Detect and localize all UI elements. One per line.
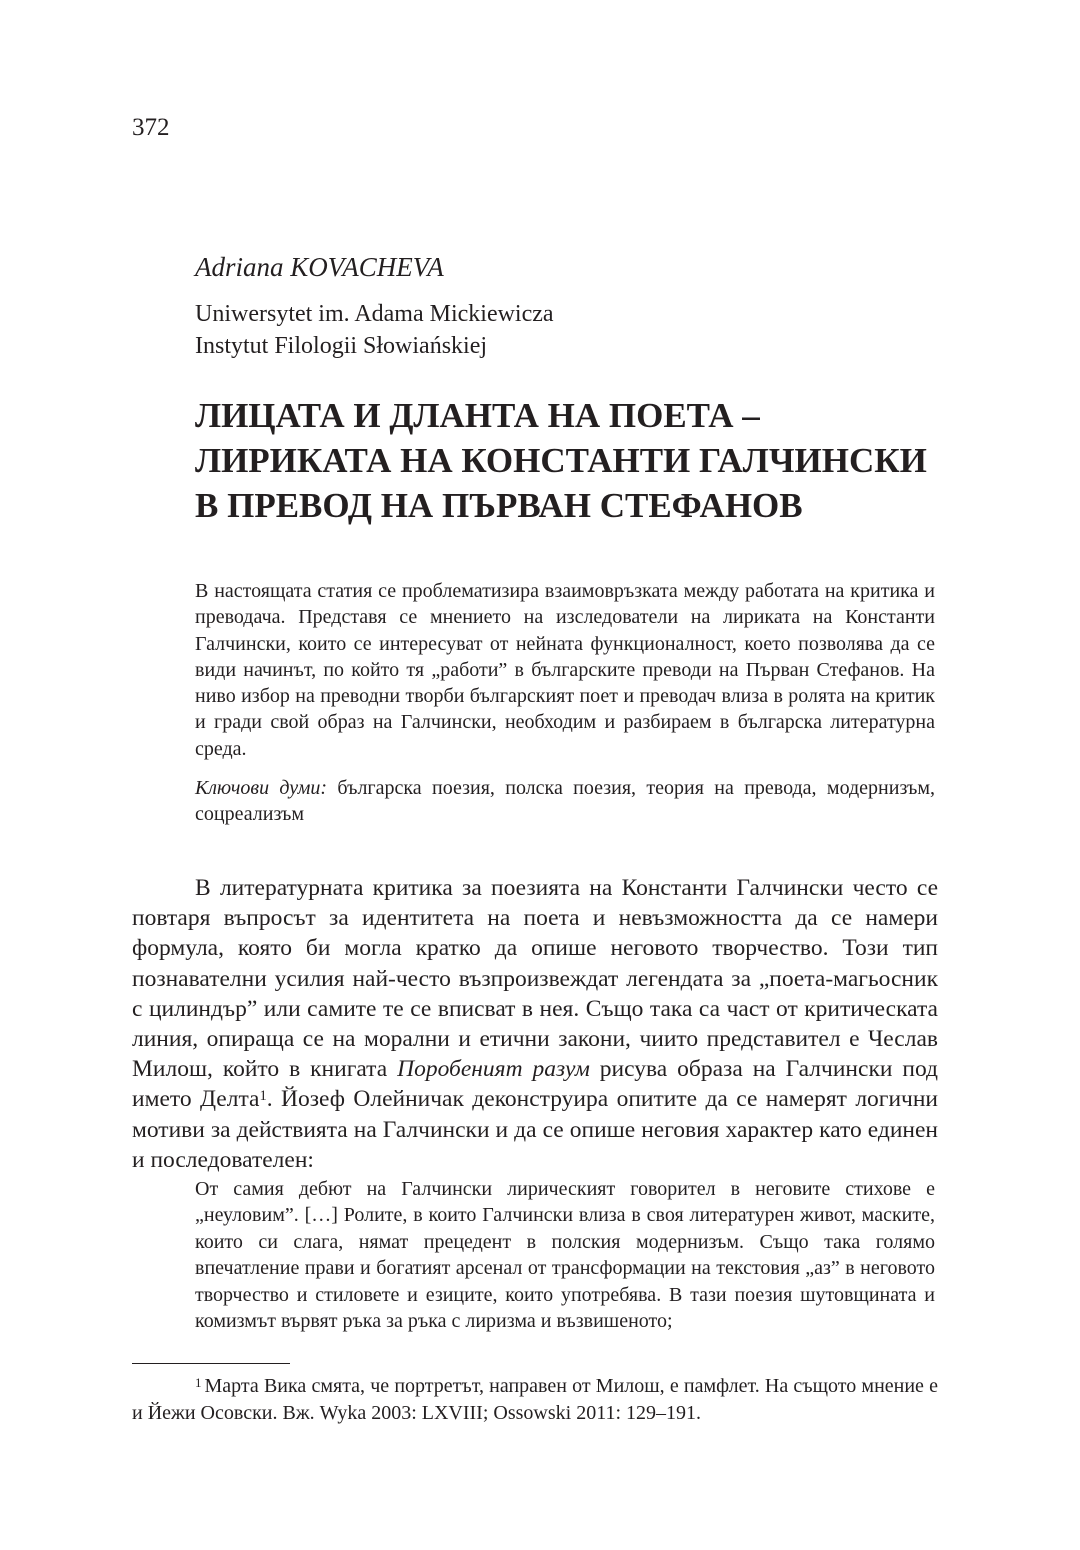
block-quote: От самия дебют на Галчински лирическият говорител в неговите стихове е „неуловим”. […] Ролите, в които Галчински влиза в своя литературен живот, маските, които си слага, нямат прецедент в полския модернизъм. Също така голямо впечатление прави и богатият арсенал от трансформации на текстовия „аз” в неговото творчество и стиловете и езиците, които употребява. В тази поезия шутовщината и комизмът вървят ръка за ръка с лиризма и възвишеното;: [195, 1178, 935, 1333]
body-text-part-3: . Йозеф Олейничак деконструира опитите да се намерят логични мотиви за действията на Галчински и да се опише неговия характер като единен и последователен:: [132, 1086, 938, 1173]
body-text-part-1: В литературната критика за поезията на Константи Галчински често се повтаря въпросът за идентитета на поета и невъзможността да се намери формула, която би могла кратко да опише неговото творчество. Този тип познавателни усилия най-често възпроизвеждат легендата за „поета-магьосник с цилиндър” или самите те се вписват в нея. Също така са част от критическата линия, опираща се на морални и етични закони, чиито представител е Чеслав Милош, който в книгата: [132, 875, 938, 1083]
footnote-reference[interactable]: 1: [259, 1087, 267, 1104]
author-affiliation-university: Uniwersytet im. Adama Mickiewicza: [195, 301, 554, 327]
footnote-marker: 1: [195, 1374, 202, 1390]
footnote-separator: [132, 1363, 290, 1364]
article-title-line-3: В ПРЕВОД НА ПЪРВАН СТЕФАНОВ: [195, 486, 803, 525]
footnote: [132, 1373, 938, 1427]
keywords-label: Ключови думи:: [195, 777, 328, 799]
keywords: [195, 775, 935, 828]
article-title: [195, 393, 955, 528]
abstract: В настоящата статия се проблематизира взаимовръзката между работата на критика и преводача. Представя се мнението на изследователи на лириката на Константи Галчински, които се интересуват от нейната функционалност, което позволява да се види начинът, по който тя „работи” в българските преводи на Първан Стефанов. На ниво избор на преводни творби българският поет и преводач влиза в ролята на критик и гради свой образ на Галчински, необходим и разбираем в българска литературна среда.: [195, 580, 935, 760]
author-name: Adriana KOVACHEVA: [195, 252, 444, 282]
keywords-list: българска поезия, полска поезия, теория на превода, модернизъм, соцреализъм: [195, 777, 936, 826]
page-number: 372: [132, 114, 170, 141]
body-paragraph: [132, 873, 938, 1175]
book-title: Поробеният разум: [397, 1056, 590, 1083]
author-affiliation-institute: Instytut Filologii Słowiańskiej: [195, 333, 488, 359]
article-title-line-1: ЛИЦАТА И ДЛАНТА НА ПОЕТА –: [195, 396, 760, 435]
article-title-line-2: ЛИРИКАТА НА КОНСТАНТИ ГАЛЧИНСКИ: [195, 441, 927, 480]
footnote-text: Марта Вика смята, че портретът, направен от Милош, е памфлет. На същото мнение е и Йежи Осовски. Вж. Wyka 2003: LXVIII; Ossowski 2011: 129–191.: [132, 1375, 938, 1424]
body-text-part-2: рисува образа на Галчински под името Делта: [132, 1056, 938, 1113]
